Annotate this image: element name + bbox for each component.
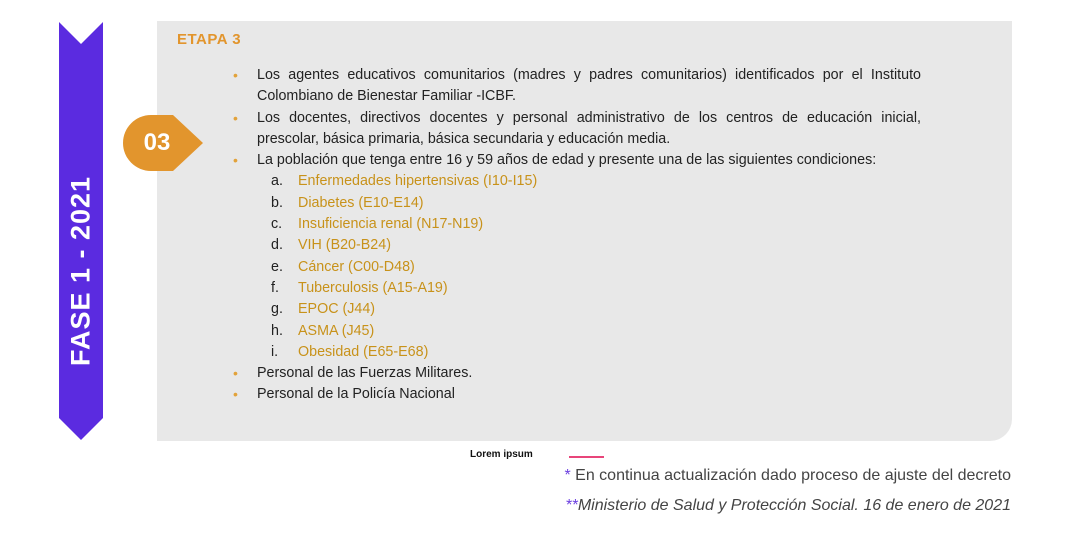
conditions-list xyxy=(257,171,921,363)
bullet-icon: • xyxy=(233,365,238,382)
condition-text: Obesidad (E65-E68) xyxy=(298,343,429,360)
stage-title: ETAPA 3 xyxy=(177,31,242,48)
footnote-text: Ministerio de Salud y Protección Social. 16 de enero de 2021 xyxy=(577,497,1011,514)
condition-letter: h. xyxy=(271,322,283,339)
footnote-star: * xyxy=(564,467,571,484)
step-number: 03 xyxy=(143,129,171,156)
list-item xyxy=(233,65,921,108)
condition-text: Cáncer (C00-D48) xyxy=(298,258,415,275)
condition-letter: i. xyxy=(271,343,279,360)
list-item-text: Los docentes, directivos docentes y personal administrativo de los centros de educación inicial, prescolar, básica primaria, básica secundaria y educación media. xyxy=(257,109,921,147)
list-item-text: La población que tenga entre 16 y 59 años de edad y presente una de las siguientes condiciones: xyxy=(257,152,877,169)
condition-text: EPOC (J44) xyxy=(298,301,376,318)
footnote-text: En continua actualización dado proceso de ajuste del decreto xyxy=(570,467,1011,484)
bullet-icon: • xyxy=(233,109,238,126)
condition-item xyxy=(271,321,921,342)
condition-item xyxy=(271,257,921,278)
list-item xyxy=(233,363,921,384)
condition-letter: g. xyxy=(271,301,283,318)
condition-text: Tuberculosis (A15-A19) xyxy=(298,279,448,296)
phase-label: FASE 1 - 2021 xyxy=(65,175,96,367)
condition-item xyxy=(271,214,921,235)
condition-letter: c. xyxy=(271,216,283,233)
condition-item xyxy=(271,193,921,214)
condition-text: VIH (B20-B24) xyxy=(298,237,391,254)
condition-text: Insuficiencia renal (N17-N19) xyxy=(298,216,484,233)
bullet-icon: • xyxy=(233,152,238,169)
list-item xyxy=(233,150,921,363)
footnote-star: ** xyxy=(565,497,578,514)
step-badge xyxy=(123,115,203,171)
footnote-update xyxy=(564,467,1011,485)
legend-label: Lorem ipsum xyxy=(470,449,533,460)
condition-letter: a. xyxy=(271,173,283,190)
condition-item xyxy=(271,299,921,320)
condition-item xyxy=(271,342,921,363)
bullet-icon: • xyxy=(233,67,238,83)
list-item-text: Personal de las Fuerzas Militares. xyxy=(257,365,473,382)
condition-letter: f. xyxy=(271,279,279,296)
footnote-source xyxy=(565,497,1011,515)
condition-letter: b. xyxy=(271,194,283,211)
condition-text: Diabetes (E10-E14) xyxy=(298,194,424,211)
condition-item xyxy=(271,278,921,299)
bullet-icon: • xyxy=(233,386,238,403)
condition-item xyxy=(271,171,921,192)
eligibility-list xyxy=(233,65,921,406)
condition-text: Enfermedades hipertensivas (I10-I15) xyxy=(298,173,538,190)
condition-letter: e. xyxy=(271,258,283,275)
condition-text: ASMA (J45) xyxy=(298,322,375,339)
list-item-text: Los agentes educativos comunitarios (madres y padres comunitarios) identificados por el Instituto Colombiano de Bienestar Familiar -ICBF. xyxy=(257,67,921,105)
list-item xyxy=(233,108,921,151)
list-item xyxy=(233,384,921,405)
stage-content xyxy=(233,65,921,406)
condition-item xyxy=(271,235,921,256)
condition-letter: d. xyxy=(271,237,283,254)
list-item-text: Personal de la Policía Nacional xyxy=(257,386,455,403)
legend-line xyxy=(569,456,604,458)
